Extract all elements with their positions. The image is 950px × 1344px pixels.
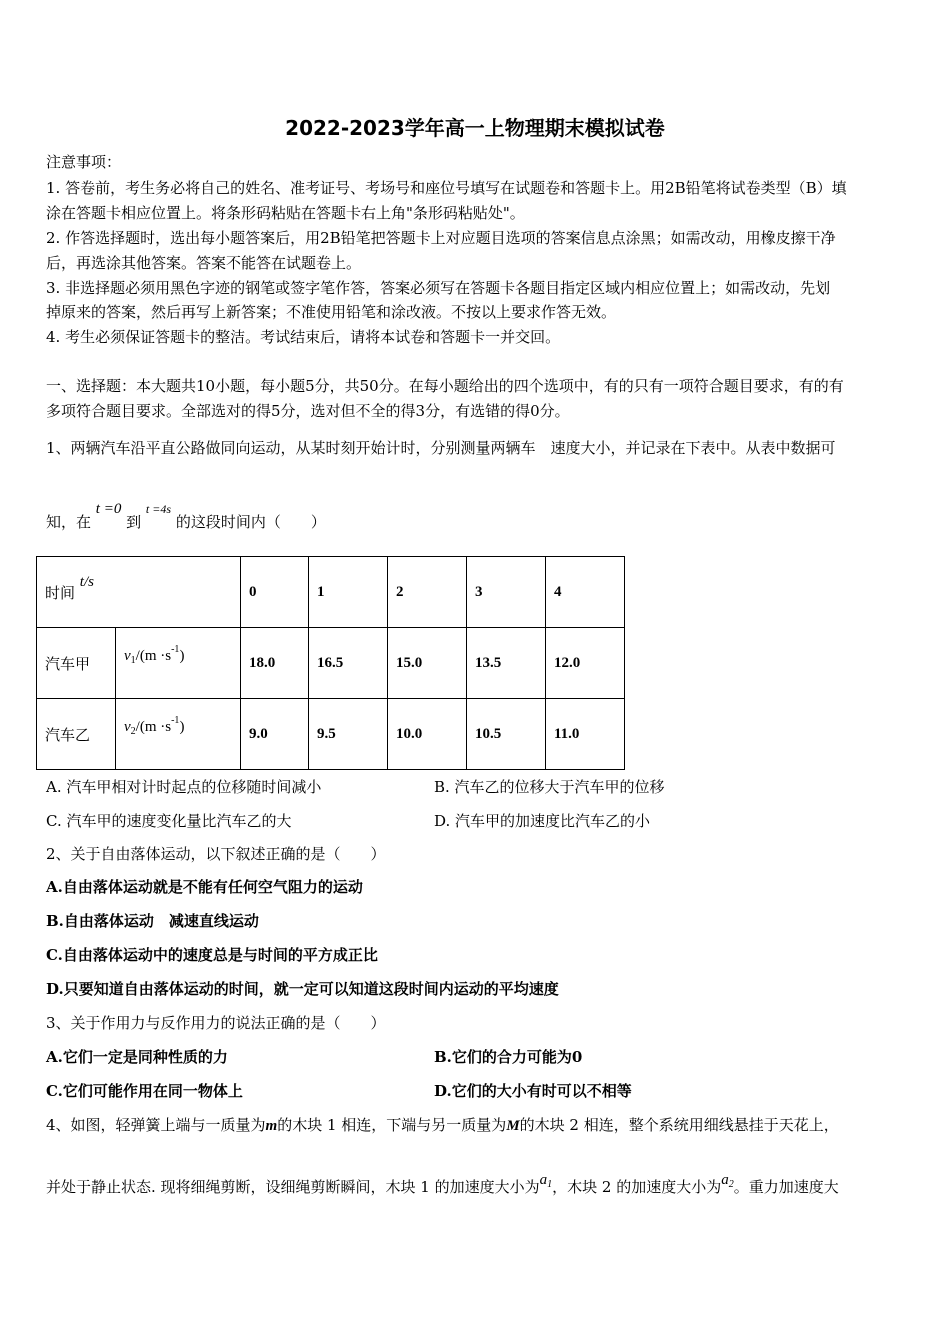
notice-line: 1. 答卷前，考生务必将自己的姓名、准考证号、考场号和座位号填写在试题卷和答题卡上。用2B铅笔将试卷类型（B）填 (46, 179, 847, 197)
section-instructions: 一、选择题：本大题共10小题，每小题5分，共50分。在每小题给出的四个选项中，有的只有一项符合题目要求，有的有 (46, 377, 844, 395)
table-cell: 13.5 (467, 628, 546, 699)
question-2-stem: 2、关于自由落体运动，以下叙述正确的是（ ） (46, 845, 386, 863)
q2-option-a[interactable]: A.自由落体运动就是不能有任何空气阻力的运动 (46, 878, 363, 896)
question-1-stem: 1、两辆汽车沿平直公路做同向运动，从某时刻开始计时，分别测量两辆车 速度大小，并记录在下表中。从表中数据可 (46, 439, 836, 457)
notice-line: 掉原来的答案，然后再写上新答案；不准使用铅笔和涂改液。不按以上要求作答无效。 (46, 303, 617, 321)
table-cell: 9.5 (309, 699, 388, 770)
mass-M: M (506, 1118, 520, 1134)
notice-line: 涂在答题卡相应位置上。将条形码粘贴在答题卡右上角"条形码粘贴处"。 (46, 204, 525, 222)
notice-line: 后，再选涂其他答案。答案不能答在试题卷上。 (46, 254, 362, 272)
table-cell: 18.0 (241, 628, 309, 699)
table-cell: 0 (241, 557, 309, 628)
table-cell: 12.0 (546, 628, 625, 699)
page-title: 2022-2023学年高一上物理期末模拟试卷 (285, 116, 665, 140)
q3-option-c[interactable]: C.它们可能作用在同一物体上 (46, 1082, 243, 1100)
table-row (37, 628, 625, 699)
q1-option-c[interactable]: C. 汽车甲的速度变化量比汽车乙的大 (46, 812, 292, 830)
accel-a1: $a_1$ (539, 1172, 553, 1190)
q2-option-b[interactable]: B.自由落体运动 减速直线运动 (46, 912, 259, 930)
table-cell: 1 (309, 557, 388, 628)
question-1-stem-continued: 知，在 t =0 到 $^{t =4s}$ 的这段时间内（ ） (46, 501, 326, 531)
question-4-stem: 4、如图，轻弹簧上端与一质量为m的木块 1 相连，下端与另一质量为M的木块 2 相连，整个系统用细线悬挂于天花上， (46, 1116, 839, 1134)
section-instructions: 多项符合题目要求。全部选对的得5分，选对但不全的得3分，有选错的得0分。 (46, 402, 570, 420)
notice-line: 2. 作答选择题时，选出每小题答案后，用2B铅笔把答题卡上对应题目选项的答案信息点涂黑；如需改动，用橡皮擦干净 (46, 229, 836, 247)
table-row (37, 557, 625, 628)
notice-line: 3. 非选择题必须用黑色字迹的钢笔或签字笔作答，答案必须写在答题卡各题目指定区域内相应位置上；如需改动，先划 (46, 279, 831, 297)
accel-a2: $a_2$ (721, 1172, 734, 1190)
table-cell: 4 (546, 557, 625, 628)
car2-label-cell: 汽车乙 (37, 699, 116, 770)
time-header-cell: 时间 t/s (37, 557, 241, 628)
q3-option-b[interactable]: B.它们的合力可能为0 (434, 1048, 583, 1066)
table-cell: 3 (467, 557, 546, 628)
table-row (37, 699, 625, 770)
q3-option-d[interactable]: D.它们的大小有时可以不相等 (434, 1082, 632, 1100)
q2-option-d[interactable]: D.只要知道自由落体运动的时间，就一定可以知道这段时间内运动的平均速度 (46, 980, 559, 998)
table-cell: 16.5 (309, 628, 388, 699)
table-cell: 9.0 (241, 699, 309, 770)
q1-option-a[interactable]: A. 汽车甲相对计时起点的位移随时间减小 (46, 778, 322, 796)
q2-option-c[interactable]: C.自由落体运动中的速度总是与时间的平方成正比 (46, 946, 378, 964)
table-cell: 2 (388, 557, 467, 628)
question-4-stem-continued: 并处于静止状态. 现将细绳剪断，设细绳剪断瞬间，木块 1 的加速度大小为$a_1$，木块 2 的加速度大小为$a_2$。重力加速度大 (46, 1172, 839, 1196)
table-cell: 10.0 (388, 699, 467, 770)
car1-unit-cell: $v_1/(m \cdot s^{-1})$ (116, 628, 241, 699)
velocity-table (36, 556, 625, 770)
car2-unit-cell: $v_2/(m \cdot s^{-1})$ (116, 699, 241, 770)
time-start-formula: t =0 (95, 501, 122, 517)
q1-option-d[interactable]: D. 汽车甲的加速度比汽车乙的小 (434, 812, 651, 830)
q3-option-a[interactable]: A.它们一定是同种性质的力 (46, 1048, 228, 1066)
notice-line: 4. 考生必须保证答题卡的整洁。考试结束后，请将本试卷和答题卡一并交回。 (46, 328, 561, 346)
question-3-stem: 3、关于作用力与反作用力的说法正确的是（ ） (46, 1014, 386, 1032)
notice-heading: 注意事项： (46, 153, 122, 171)
table-cell: 11.0 (546, 699, 625, 770)
q1-option-b[interactable]: B. 汽车乙的位移大于汽车甲的位移 (434, 778, 665, 796)
time-end-formula: t =4s (145, 502, 172, 516)
table-cell: 15.0 (388, 628, 467, 699)
car1-label-cell: 汽车甲 (37, 628, 116, 699)
table-cell: 10.5 (467, 699, 546, 770)
mass-m: m (265, 1118, 278, 1134)
